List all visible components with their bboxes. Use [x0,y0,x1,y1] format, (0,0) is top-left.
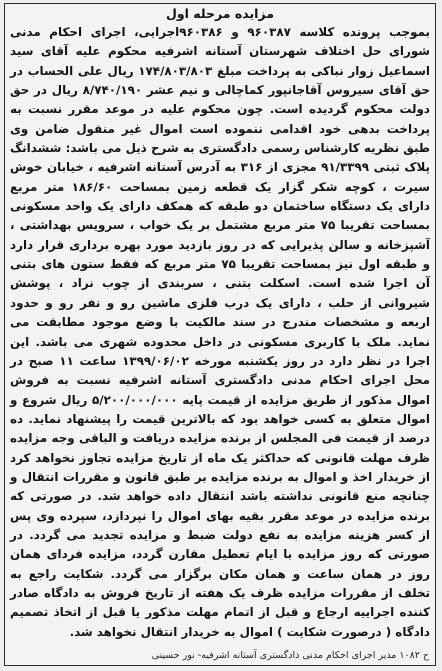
auction-notice-box [4,3,436,666]
notice-title: مزایده مرحله اول [166,6,274,21]
notice-body: بموجب پرونده کلاسه ۹۶۰۳۸۷ و ۹۶۰۳۸۶اجرایی، اجرای احکام مدنی شورای حل اختلاف شهرستان آستانه اشرفیه محکوم علیه آقای سید اسماعیل زوار نباکی به پرداخت مبلغ ۱۷۴/۸۰۳/۸۰۳ ریال علی الحساب در حق آقای سیروس آقاجانپور کماچالی و نیم عشر ۸/۷۴۰/۱۹۰ ریال در حق دولت محکوم گردیده است. چون محکوم علیه در موعد مقرر نسبت به پرداخت بدهی خود اقدامی ننموده است اموال غیر منقول ضامن وی طبق نظریه کارشناس رسمی دادگستری به شرح ذیل می باشد: ششدانگ پلاک ثبتی ۹۱/۳۳۹۹ مجزی از ۳۱۶ به آدرس آستانه اشرفیه ، خیابان خوش سیرت ، کوچه شکر گزار یک قطعه زمین بمساحت ۱۸۶/۶۰ متر مربع دارای یک دستگاه ساختمان دو طبقه که همکف دارای یک واحد مسکونی بمساحت تقریبا ۷۵ متر مربع مشتمل بر یک خواب ، سرویس بهداشتی ، آشپزخانه و سالن پذیرایی که در روز بازدید مورد بهره برداری قرار دارد و طبقه اول نیز بمساحت تقریبا ۷۵ متر مربع که فقط ستون های بتنی آن اجرا شده است. اسکلت بتنی ، سربندی از چوب نراد ، پوشش شیروانی از حلب ، دارای یک درب فلزی ماشین رو و نفر رو و حدود اربعه و مشخصات مندرج در سند مالکیت با وضع موجود مطابقت می نماید. ملک با کاربری مسکونی در داخل محدوده شهری می باشد. این اجرا در نظر دارد در روز یکشنبه مورخه ۱۳۹۹/۰۶/۰۲ ساعت ۱۱ صبح در محل اجرای احکام مدنی دادگستری آستانه اشرفیه نسبت به فروش اموال مذکور از طریق مزایده از قیمت پایه ۵/۲۰۰/۰۰۰/۰۰۰ ریال شروع و اموال متعلق به کسی خواهد بود که بالاترین قیمت را پیشنهاد نماید. ده درصد از قیمت فی المجلس از برنده مزایده دریافت و الباقی وجه مزایده ظرف مهلت قانونی که حداکثر یک ماه از تاریخ مزایده تجاوز نخواهد کرد از خریدار اخذ و اموال به برنده مزایده بر طبق قانون و مقررات انتقال و چنانچه منع قانونی نداشته باشد انتقال داده خواهد شد. در صورتی که برنده مزایده در موعد مقرر بقیه بهای اموال را نپردازد، سپرده وی پس از کسر هزینه مزایده به نفع دولت ضبط و مزایده تجدید می گردد. در صورتی که روز مزایده با ایام تعطیل مقارن گردد، مزایده فردای همان روز در همان ساعت و همان مکان برگزار می گردد. شکایت راجع به تخلف از مقررات مزایده ظرف یک هفته از تاریخ فروش به دادگاه صادر کننده اجراییه ارجاع و قبل از اتمام مهلت مذکور یا قبل از اتخاذ تصمیم دادگاه ( درصورت شکایت ) اموال به خریدار انتقال نخواهد شد. [10,25,431,639]
notice-footer: ح ۱۰۸۲ مدیر اجرای احکام مدنی دادگستری آستانه اشرفیه- نور حسینی [151,650,429,661]
